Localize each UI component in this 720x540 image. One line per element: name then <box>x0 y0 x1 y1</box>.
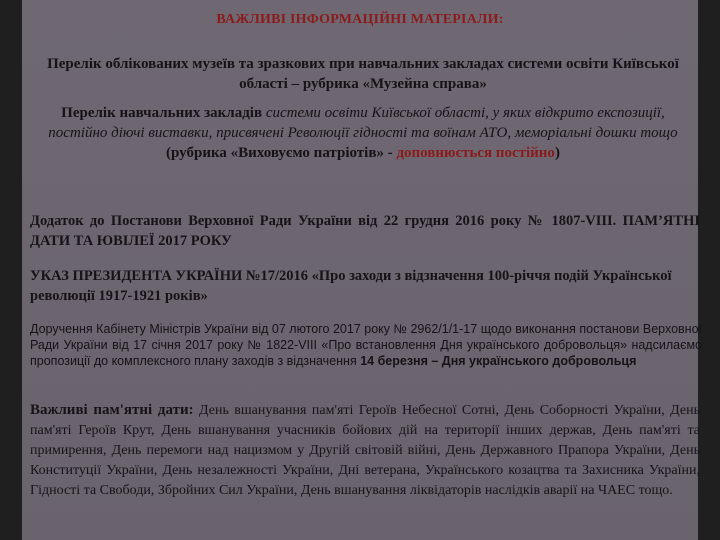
volunteer-day-date: 14 березня – Дня українського добровольця <box>360 354 637 368</box>
link-presidential-decree[interactable]: УКАЗ ПРЕЗИДЕНТА УКРАЇНИ №17/2016 «Про заходи з відзначення 100-річчя подій Української революції 1917-1921 років» <box>30 268 672 304</box>
institutions-list-lead: Перелік навчальних закладів <box>61 105 266 121</box>
memorial-dates-list: День вшанування пам'яті Героїв Небесної Сотні, День Соборності України, День пам'яті Героїв Крут, День вшанування учасників бойових дій на території інших держав, День пам'яті та примирення, День перемоги над нацизмом у Другій світовій війні, День Державного Прапора України, День Конституції України, День незалежності України, Дні ветерана, Українського козацтва та Захисника України, Гідності та Свободи, Збройних Сил України, День вшанування ліквідаторів наслідків аварії на ЧАЕС тощо. <box>30 403 700 498</box>
memorial-dates <box>30 400 700 501</box>
institutions-list-update-note: доповнюється постійно <box>396 145 555 161</box>
link-museums-list[interactable]: Перелік облікованих музеїв та зразкових при навчальних закладах системи освіти Київської області – рубрика «Музейна справа» <box>47 56 679 92</box>
institutions-list-desc: системи освіти Київської області, у яких відкрито експозиції, постійно діючі виставки, присвячені Революції гідності та воїнам АТО, меморіальні дошки тощо <box>48 105 678 141</box>
memorial-dates-lead: Важливі пам'ятні дати: <box>30 402 194 418</box>
cabinet-instruction-text: Доручення Кабінету Міністрів України від 07 лютого 2017 року № 2962/1/1-17 щодо виконання постанови Верховної Ради України від 17 січня 2017 року № 1822-VIII «Про встановлення Дня українського добровольця» надсилаємо пропозиції до комплексного плану заходів з відзначення <box>30 322 702 368</box>
institutions-list-rubric: (рубрика «Виховуємо патріотів» - <box>166 145 397 161</box>
link-resolution-appendix[interactable]: Додаток до Постанови Верховної Ради України від 22 грудня 2016 року № 1807-VIII. ПАМ’ЯТНІ ДАТИ ТА ЮВІЛЕЇ 2017 РОКУ <box>30 213 700 249</box>
link-institutions-list[interactable] <box>40 103 686 163</box>
cabinet-instruction[interactable] <box>30 321 702 369</box>
institutions-list-close: ) <box>554 145 560 161</box>
slide-title: ВАЖЛИВІ ІНФОРМАЦІЙНІ МАТЕРІАЛИ: <box>216 12 504 27</box>
